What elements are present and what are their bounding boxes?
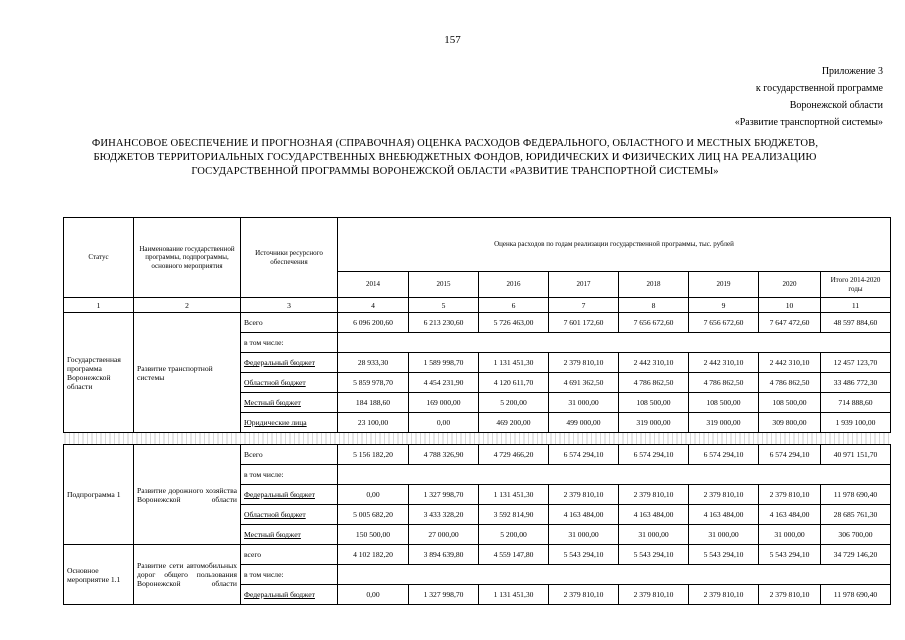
- status-cell: Государственная программа Воронежской области: [64, 313, 134, 433]
- separator-cell: [64, 433, 891, 445]
- value-cell: 28 685 761,30: [821, 505, 891, 525]
- source-cell: Федеральный бюджет: [241, 485, 338, 505]
- program-name-cell: Развитие сети автомобильных дорог общего пользования Воронежской области: [134, 545, 241, 605]
- value-cell: 5 200,00: [479, 525, 549, 545]
- source-cell: Местный бюджет: [241, 525, 338, 545]
- index-cell: 11: [821, 298, 891, 313]
- index-cell: 6: [479, 298, 549, 313]
- status-cell: Подпрограмма 1: [64, 445, 134, 545]
- value-cell: 4 102 182,20: [338, 545, 409, 565]
- value-cell: 31 000,00: [549, 525, 619, 545]
- value-cell: 3 433 328,20: [409, 505, 479, 525]
- appendix-line: к государственной программе: [755, 83, 883, 94]
- subprogram-block: [64, 445, 891, 545]
- value-cell: 2 379 810,10: [689, 585, 759, 605]
- value-cell: 319 000,00: [689, 413, 759, 433]
- value-cell: 469 200,00: [479, 413, 549, 433]
- value-cell: 2 379 810,10: [619, 485, 689, 505]
- value-cell: 1 131 451,30: [479, 485, 549, 505]
- value-cell: 5 543 294,10: [549, 545, 619, 565]
- value-cell: 6 574 294,10: [759, 445, 821, 465]
- year-header: 2019: [689, 272, 759, 298]
- index-cell: 10: [759, 298, 821, 313]
- value-cell: 6 096 200,60: [338, 313, 409, 333]
- page-number: 157: [444, 34, 461, 46]
- value-cell: 0,00: [409, 413, 479, 433]
- value-cell: 31 000,00: [759, 525, 821, 545]
- index-cell: 3: [241, 298, 338, 313]
- budget-row: [64, 545, 891, 565]
- value-cell: 2 442 310,10: [759, 353, 821, 373]
- value-cell: 0,00: [338, 485, 409, 505]
- appendix-line: Воронежской области: [789, 100, 883, 111]
- value-cell: 108 500,00: [689, 393, 759, 413]
- value-cell: 7 647 472,60: [759, 313, 821, 333]
- header-status: Статус: [64, 218, 134, 298]
- index-cell: 4: [338, 298, 409, 313]
- value-cell: 6 574 294,10: [689, 445, 759, 465]
- value-cell: 33 486 772,30: [821, 373, 891, 393]
- header-name: Наименование государственной программы, подпрограммы, основного мероприятия: [134, 218, 241, 298]
- program-name-cell: Развитие транспортной системы: [134, 313, 241, 433]
- value-cell: 319 000,00: [619, 413, 689, 433]
- title-line: ГОСУДАРСТВЕННОЙ ПРОГРАММЫ ВОРОНЕЖСКОЙ ОБЛАСТИ «РАЗВИТИЕ ТРАНСПОРТНОЙ СИСТЕМЫ»: [191, 166, 719, 177]
- year-header: 2014: [338, 272, 409, 298]
- value-cell: 4 163 484,00: [689, 505, 759, 525]
- value-cell: 169 000,00: [409, 393, 479, 413]
- title-line: БЮДЖЕТОВ ТЕРРИТОРИАЛЬНЫХ ГОСУДАРСТВЕННЫХ ВНЕБЮДЖЕТНЫХ ФОНДОВ, ЮРИДИЧЕСКИХ И ФИЗИЧЕСКИХ ЛИЦ НА РЕАЛИЗАЦИЮ: [93, 152, 817, 163]
- value-cell: 40 971 151,70: [821, 445, 891, 465]
- header-estimate: Оценка расходов по годам реализации государственной программы, тыс. рублей: [338, 218, 891, 272]
- source-cell: Всего: [241, 445, 338, 465]
- value-cell: 150 500,00: [338, 525, 409, 545]
- value-cell: 5 005 682,20: [338, 505, 409, 525]
- source-cell: Юридические лица: [241, 413, 338, 433]
- value-cell: 4 786 862,50: [619, 373, 689, 393]
- year-header: 2015: [409, 272, 479, 298]
- value-cell: 5 543 294,10: [689, 545, 759, 565]
- value-cell: 4 163 484,00: [619, 505, 689, 525]
- value-cell: 5 200,00: [479, 393, 549, 413]
- empty-values-cell: [338, 333, 891, 353]
- source-cell: в том числе:: [241, 465, 338, 485]
- source-cell: Всего: [241, 313, 338, 333]
- measure-block: [64, 545, 891, 605]
- value-cell: 1 589 998,70: [409, 353, 479, 373]
- finance-table: [63, 217, 891, 605]
- year-header: 2020: [759, 272, 821, 298]
- empty-values-cell: [338, 565, 891, 585]
- source-cell: Местный бюджет: [241, 393, 338, 413]
- year-header: 2017: [549, 272, 619, 298]
- value-cell: 3 894 639,80: [409, 545, 479, 565]
- appendix-line: Приложение 3: [821, 66, 883, 77]
- scan-separator: [64, 433, 891, 445]
- value-cell: 306 700,00: [821, 525, 891, 545]
- value-cell: 108 500,00: [759, 393, 821, 413]
- value-cell: 5 156 182,20: [338, 445, 409, 465]
- value-cell: 2 379 810,10: [759, 485, 821, 505]
- program-name-cell: Развитие дорожного хозяйства Воронежской области: [134, 445, 241, 545]
- value-cell: 31 000,00: [549, 393, 619, 413]
- value-cell: 1 327 998,70: [409, 585, 479, 605]
- budget-row: [64, 445, 891, 465]
- source-cell: Федеральный бюджет: [241, 353, 338, 373]
- value-cell: 7 656 672,60: [689, 313, 759, 333]
- value-cell: 2 442 310,10: [689, 353, 759, 373]
- value-cell: 2 379 810,10: [689, 485, 759, 505]
- value-cell: 7 656 672,60: [619, 313, 689, 333]
- value-cell: 3 592 814,90: [479, 505, 549, 525]
- value-cell: 1 939 100,00: [821, 413, 891, 433]
- value-cell: 31 000,00: [689, 525, 759, 545]
- source-cell: в том числе:: [241, 333, 338, 353]
- value-cell: 2 379 810,10: [549, 585, 619, 605]
- value-cell: 4 120 611,70: [479, 373, 549, 393]
- value-cell: 5 859 978,70: [338, 373, 409, 393]
- value-cell: 2 379 810,10: [759, 585, 821, 605]
- value-cell: 1 131 451,30: [479, 353, 549, 373]
- status-cell: Основное мероприятие 1.1: [64, 545, 134, 605]
- document-title: [20, 137, 890, 179]
- index-cell: 2: [134, 298, 241, 313]
- value-cell: 4 163 484,00: [759, 505, 821, 525]
- value-cell: 27 000,00: [409, 525, 479, 545]
- value-cell: 34 729 146,20: [821, 545, 891, 565]
- value-cell: 48 597 884,60: [821, 313, 891, 333]
- value-cell: 23 100,00: [338, 413, 409, 433]
- source-cell: Областной бюджет: [241, 373, 338, 393]
- value-cell: 5 543 294,10: [619, 545, 689, 565]
- index-cell: 5: [409, 298, 479, 313]
- value-cell: 4 559 147,80: [479, 545, 549, 565]
- value-cell: 11 978 690,40: [821, 485, 891, 505]
- value-cell: 309 800,00: [759, 413, 821, 433]
- year-header: 2016: [479, 272, 549, 298]
- value-cell: 1 327 998,70: [409, 485, 479, 505]
- value-cell: 4 163 484,00: [549, 505, 619, 525]
- program-block: [64, 313, 891, 433]
- value-cell: 31 000,00: [619, 525, 689, 545]
- value-cell: 6 213 230,60: [409, 313, 479, 333]
- index-cell: 1: [64, 298, 134, 313]
- value-cell: 184 188,60: [338, 393, 409, 413]
- value-cell: 2 442 310,10: [619, 353, 689, 373]
- index-cell: 9: [689, 298, 759, 313]
- value-cell: 108 500,00: [619, 393, 689, 413]
- index-row: [64, 298, 891, 313]
- value-cell: 7 601 172,60: [549, 313, 619, 333]
- value-cell: 0,00: [338, 585, 409, 605]
- value-cell: 1 131 451,30: [479, 585, 549, 605]
- value-cell: 4 729 466,20: [479, 445, 549, 465]
- appendix-line: «Развитие транспортной системы»: [734, 117, 883, 128]
- year-header-total: Итого 2014-2020 годы: [821, 272, 891, 298]
- value-cell: 6 574 294,10: [619, 445, 689, 465]
- source-cell: Областной бюджет: [241, 505, 338, 525]
- header-row: [64, 218, 891, 272]
- year-header: 2018: [619, 272, 689, 298]
- value-cell: 714 888,60: [821, 393, 891, 413]
- budget-row: [64, 313, 891, 333]
- index-cell: 7: [549, 298, 619, 313]
- source-cell: в том числе:: [241, 565, 338, 585]
- value-cell: 28 933,30: [338, 353, 409, 373]
- source-cell: всего: [241, 545, 338, 565]
- value-cell: 4 786 862,50: [759, 373, 821, 393]
- value-cell: 6 574 294,10: [549, 445, 619, 465]
- appendix-caption: [735, 63, 883, 131]
- empty-values-cell: [338, 465, 891, 485]
- value-cell: 2 379 810,10: [549, 353, 619, 373]
- value-cell: 4 454 231,90: [409, 373, 479, 393]
- value-cell: 4 786 862,50: [689, 373, 759, 393]
- value-cell: 4 788 326,90: [409, 445, 479, 465]
- value-cell: 2 379 810,10: [619, 585, 689, 605]
- index-cell: 8: [619, 298, 689, 313]
- value-cell: 12 457 123,70: [821, 353, 891, 373]
- value-cell: 5 726 463,00: [479, 313, 549, 333]
- title-line: ФИНАНСОВОЕ ОБЕСПЕЧЕНИЕ И ПРОГНОЗНАЯ (СПРАВОЧНАЯ) ОЦЕНКА РАСХОДОВ ФЕДЕРАЛЬНОГО, ОБЛАСТНОГО И МЕСТНЫХ БЮДЖЕТОВ,: [91, 138, 819, 149]
- value-cell: 499 000,00: [549, 413, 619, 433]
- value-cell: 5 543 294,10: [759, 545, 821, 565]
- value-cell: 11 978 690,40: [821, 585, 891, 605]
- source-cell: Федеральный бюджет: [241, 585, 338, 605]
- header-sources: Источники ресурсного обеспечения: [241, 218, 338, 298]
- value-cell: 4 691 362,50: [549, 373, 619, 393]
- value-cell: 2 379 810,10: [549, 485, 619, 505]
